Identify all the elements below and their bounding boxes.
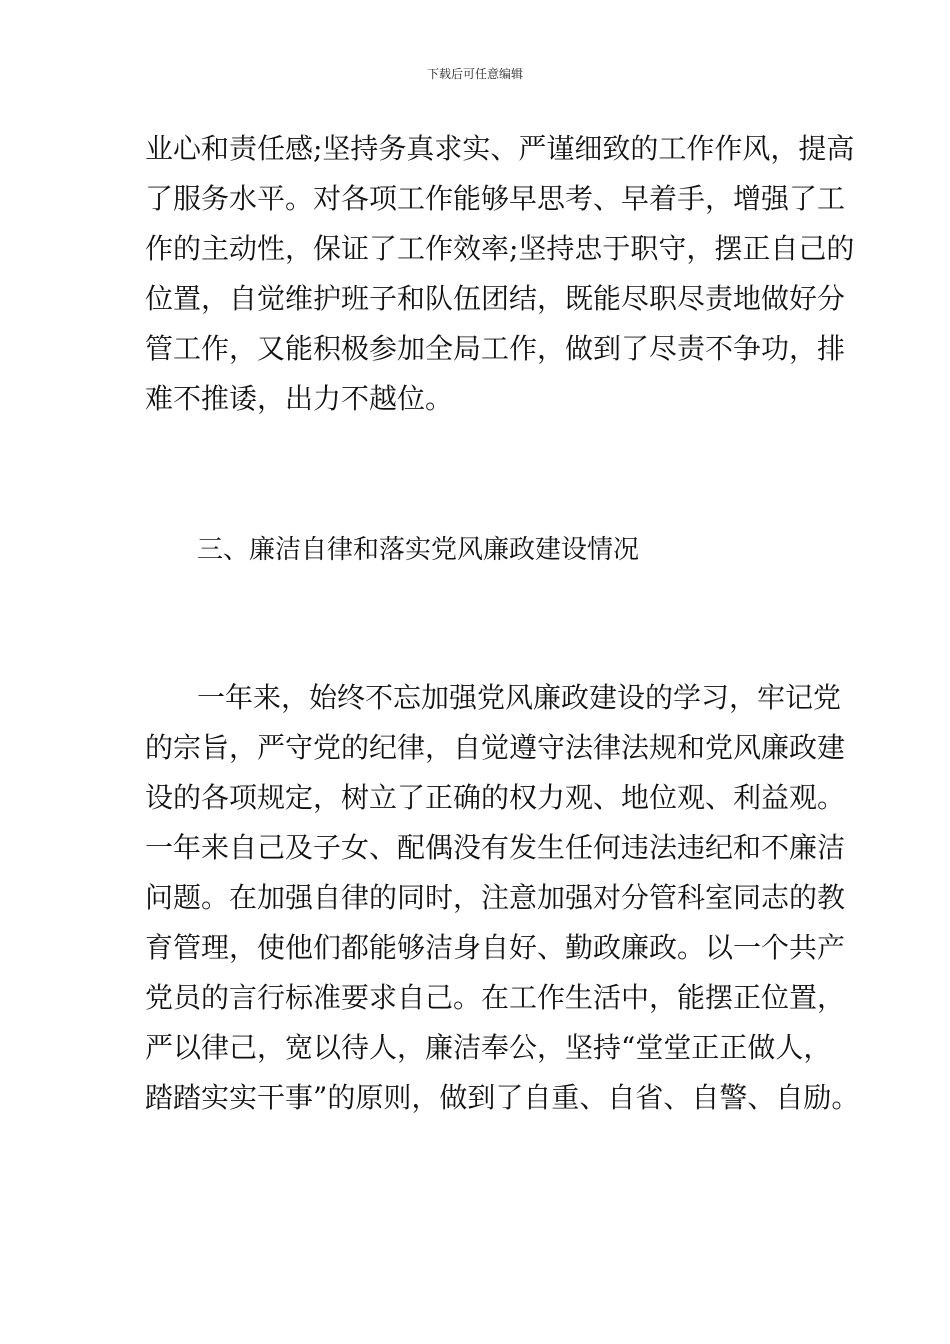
text-line: 难不推诿，出力不越位。 bbox=[145, 382, 454, 415]
text-line: 育管理，使他们都能够洁身自好、勤政廉政。以一个共产 bbox=[145, 931, 846, 964]
text-line: 踏踏实实干事”的原则，做到了自重、自省、自警、自励。 bbox=[145, 1081, 860, 1114]
text-line: 管工作，又能积极参加全局工作，做到了尽责不争功，排 bbox=[145, 332, 846, 365]
text-line: 党员的言行标准要求自己。在工作生活中，能摆正位置， bbox=[145, 981, 846, 1014]
header-note: 下载后可任意编辑 bbox=[426, 67, 523, 81]
text-line: 位置，自觉维护班子和队伍团结，既能尽职尽责地做好分 bbox=[145, 282, 846, 315]
text-line: 问题。在加强自律的同时，注意加强对分管科室同志的教 bbox=[145, 881, 846, 914]
text-line: 严以律己，宽以待人，廉洁奉公，坚持“堂堂正正做人， bbox=[145, 1031, 832, 1064]
section-heading: 三、廉洁自律和落实党风廉政建设情况 bbox=[197, 535, 640, 565]
text-line: 一年来自己及子女、配偶没有发生任何违法违纪和不廉洁 bbox=[145, 831, 846, 864]
text-line: 业心和责任感;坚持务真求实、严谨细致的工作作风，提高 bbox=[145, 132, 855, 165]
text-line: 了服务水平。对各项工作能够早思考、早着手，增强了工 bbox=[145, 182, 846, 215]
text-line: 一年来，始终不忘加强党风廉政建设的学习，牢记党 bbox=[197, 681, 842, 714]
text-line: 作的主动性，保证了工作效率;坚持忠于职守，摆正自己的 bbox=[145, 232, 855, 265]
text-line: 设的各项规定，树立了正确的权力观、地位观、利益观。 bbox=[145, 781, 846, 814]
text-line: 的宗旨，严守党的纪律，自觉遵守法律法规和党风廉政建 bbox=[145, 731, 846, 764]
